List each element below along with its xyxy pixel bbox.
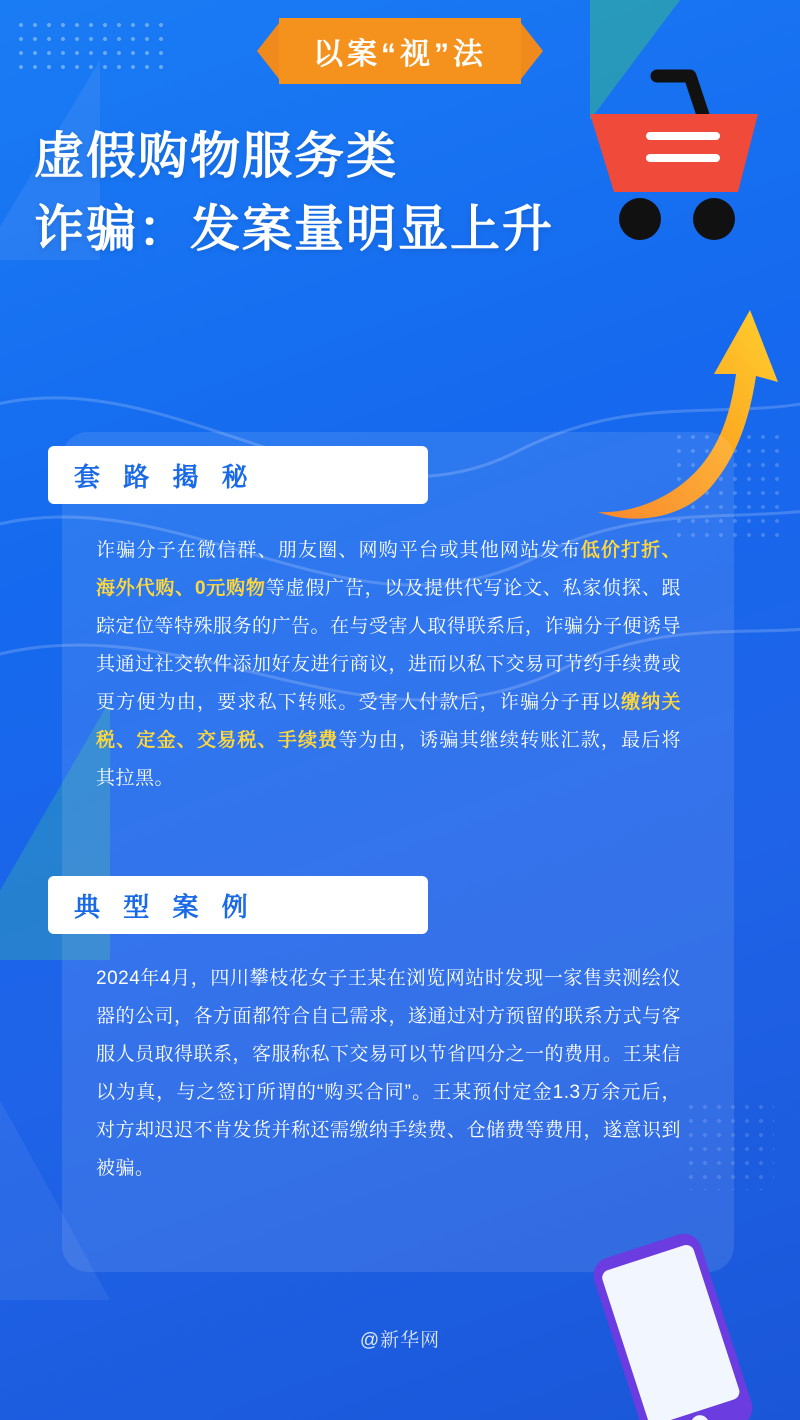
ribbon-left-tail: [257, 23, 279, 79]
section-header-routine-label: 套 路 揭 秘: [74, 461, 256, 492]
page-title: [34, 120, 674, 265]
section-body-case: [96, 960, 681, 1188]
section-body-routine: [96, 532, 681, 798]
section-header-routine: [48, 446, 428, 504]
section-header-case: [48, 876, 428, 934]
page-title-line-1: 虚假购物服务类: [34, 128, 398, 184]
text-run-4: 等为由，诱骗其继续转账汇款，最后将其拉黑。: [96, 730, 681, 789]
decorative-dots-top-left: [14, 18, 164, 78]
page-title-line-2: 诈骗：发案量明显上升: [34, 200, 554, 257]
text-run-0: 2024年4月，四川攀枝花女子王某在浏览网站时发现一家售卖测绘仪器的公司，各方面都符合自己需求，遂通过对方预留的联系方式与客服人员取得联系，客服称私下交易可以节省四分之一的费用。王某信以为真，与之签订所谓的“购买合同”。王某预付定金1.3万余元后，对方却迟迟不肯发货并称还需缴纳手续费、仓储费等费用，遂意识到被骗。: [96, 968, 682, 1179]
ribbon-right-tail: [521, 23, 543, 79]
watermark: @新华网: [359, 1330, 441, 1351]
text-run-2: 等虚假广告，以及提供代写论文、私家侦探、跟踪定位等特殊服务的广告。在与受害人取得联系后，诈骗分子便诱导其通过社交软件添加好友进行商议，进而以私下交易可节约手续费或更方便为由，要求私下转账。受害人付款后，诈骗分子再以: [96, 578, 682, 713]
text-run-1: 低价打折、海外代购、0元购物: [96, 540, 681, 599]
ribbon-label: 以案“视”法: [279, 18, 521, 84]
text-run-3: 缴纳关税、定金、交易税、手续费: [96, 692, 681, 751]
section-header-case-label: 典 型 案 例: [74, 891, 256, 922]
ribbon-banner: [257, 18, 543, 84]
text-run-0: 诈骗分子在微信群、朋友圈、网购平台或其他网站发布: [96, 540, 581, 561]
